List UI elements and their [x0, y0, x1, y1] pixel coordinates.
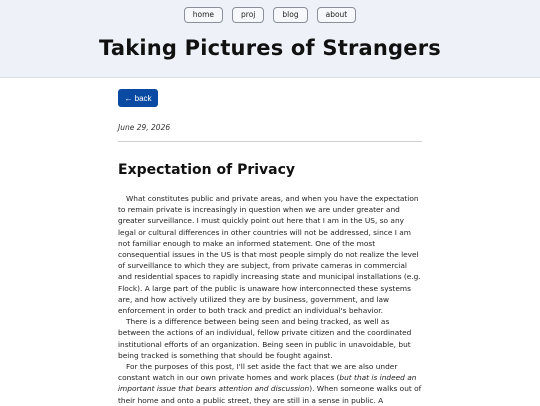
paragraph-3 — [118, 361, 423, 406]
nav-blog-button[interactable]: blog — [273, 7, 307, 23]
paragraph-2: There is a difference between being seen and being tracked, as well as between the actions of an individual, fellow private citizen and the coordinated institutional efforts of an organization. Being seen in public in unavoidable, but being tracked is something that should be fought against. — [118, 317, 412, 360]
post-body — [118, 193, 423, 406]
back-button[interactable]: ← back — [118, 89, 158, 107]
paragraph-3-text: For the purposes of this post, I'll set aside the fact that we are also under constant watch in our own private homes and work places ( — [118, 362, 398, 383]
site-header — [0, 0, 540, 78]
site-title: Taking Pictures of Strangers — [99, 36, 441, 60]
paragraph-3-text-end: ). When someone walks out of their home and onto a public street, they are still in a sense in public. A — [118, 384, 422, 405]
nav-home-button[interactable]: home — [184, 7, 223, 23]
paragraph-3-emphasis: but that is indeed an important issue that bears attention and discussion — [118, 373, 417, 394]
paragraph-1: What constitutes public and private areas, and when you have the expectation to remain private is increasingly in question when we are under greater and greater surveillance. I must quickly point out here that I am in the US, so any legal or cultural differences in other countries will not be addressed, since I am not familiar enough to make an informed statement. One of the most consequential issues in the US is that most people simply do not realize the level of surveillance to which they are subject, from private cameras in commercial and residential spaces to rapidly increasing state and municipal installations (e.g. Flock). A large part of the public is unaware how interconnected these systems are, and how actively utilized they are by business, government, and law enforcement in order to both track and predict an individual's behavior. — [118, 194, 421, 316]
divider — [118, 141, 422, 142]
nav-proj-button[interactable]: proj — [232, 7, 264, 23]
nav-about-button[interactable]: about — [317, 7, 357, 23]
top-nav — [0, 7, 540, 23]
post-title: Expectation of Privacy — [118, 162, 296, 178]
post-date: June 29, 2026 — [118, 123, 171, 132]
